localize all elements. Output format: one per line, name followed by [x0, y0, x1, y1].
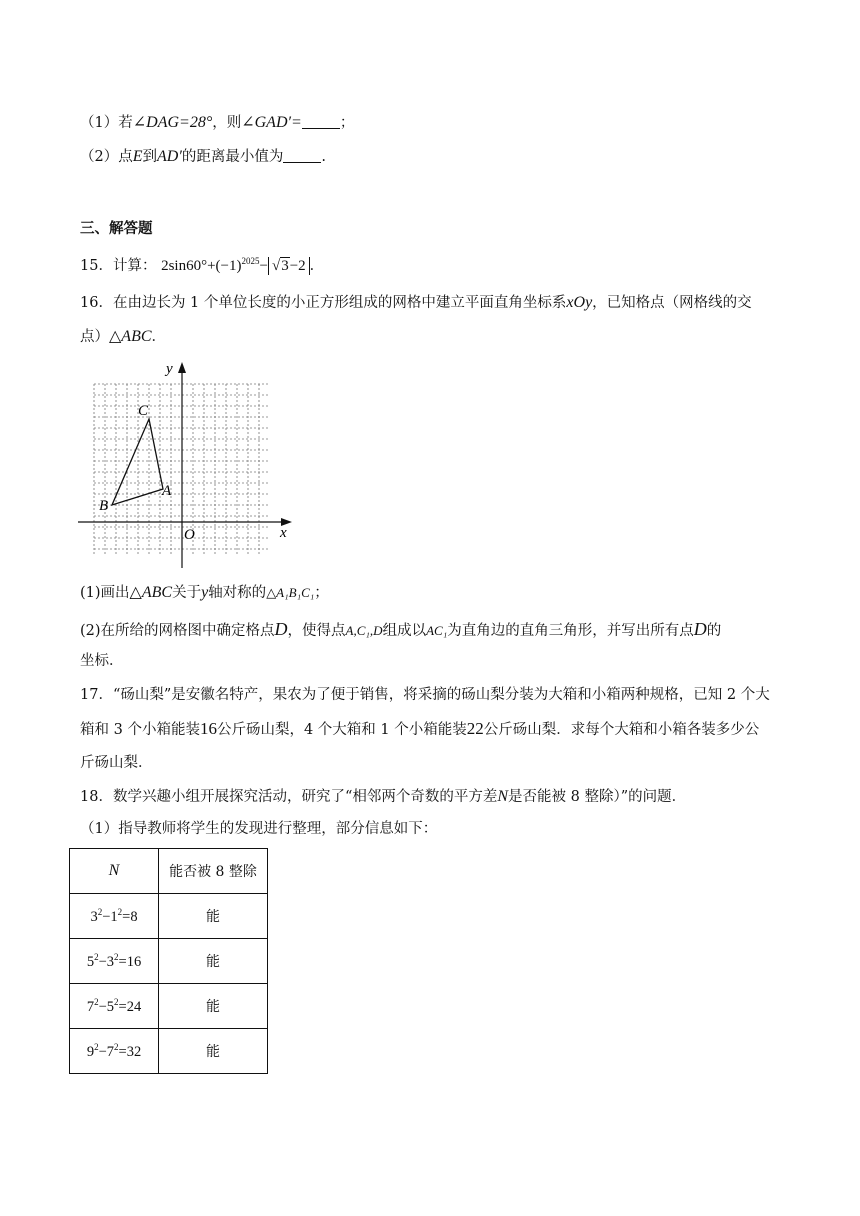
table-row: $5^2-3^2=16$ 能 — [70, 939, 268, 984]
y-label: y — [166, 361, 173, 377]
angle-dag: ∠DAG=28° — [132, 114, 213, 131]
y-axis-arrow — [178, 362, 186, 373]
origin-label: O — [184, 527, 195, 543]
answer-blank-1[interactable] — [302, 113, 340, 129]
x-label: x — [280, 525, 287, 541]
q16-line1: 16．在由边长为 1 个单位长度的小正方形组成的网格中建立平面直角坐标系xOy，已知格点（网格线的交 — [80, 294, 752, 311]
q17-line2: 箱和 3 个小箱能装16公斤砀山梨，4 个大箱和 1 个小箱能装22公斤砀山梨．求每个大箱和小箱各装多少公 — [80, 719, 760, 738]
point-a-label: A — [162, 483, 172, 499]
q18-line1: 18．数学兴趣小组开展探究活动，研究了“相邻两个奇数的平方差N是否能被 8 整除）”的问题． — [80, 788, 687, 805]
q14-part2: （2）点E到AD′的距离最小值为 . — [80, 148, 326, 165]
table-row: $3^2-1^2=8$ 能 — [70, 894, 268, 939]
q14-part1: （1）若∠DAG=28°，则∠GAD′= ； — [80, 114, 355, 131]
section-title: 三、解答题 — [80, 220, 153, 237]
q16-sub2-line2: 坐标． — [80, 653, 124, 669]
q16-sub2-line1: (2)在所给的网格图中确定格点D，使得点A,C₁,D组成以AC₁为直角边的直角三角形，并写出所有点D的 — [80, 619, 722, 639]
triangle-abc — [112, 419, 163, 505]
grid-lines — [94, 384, 268, 555]
angle-gad: ∠GAD′= — [241, 114, 302, 131]
q18-line2: （1）指导教师将学生的发现进行整理，部分信息如下： — [80, 821, 438, 837]
q18-table — [69, 848, 268, 1074]
q17-line1: 17．“砀山梨”是安徽名特产，果农为了便于销售，将采摘的砀山梨分装为大箱和小箱两种规格，已知 2 个大 — [80, 687, 770, 703]
q16-sub1: (1)画出△ABC关于y轴对称的△A₁B₁C₁； — [80, 584, 329, 601]
q17-line3: 斤砀山梨． — [80, 755, 153, 771]
table-row: $9^2-7^2=32$ 能 — [70, 1029, 268, 1074]
point-c-label: C — [138, 403, 149, 419]
table-row: $7^2-5^2=24$ 能 — [70, 984, 268, 1029]
q15: 15．计算： $2\sin 60^\circ+(-1)^{2025}- √3-2$ ． — [80, 256, 325, 274]
point-b-label: B — [99, 498, 109, 514]
coordinate-grid — [74, 360, 294, 572]
answer-blank-2[interactable] — [283, 147, 321, 163]
q15-expression: $2\sin 60^\circ+(-1)^{2025}- √3-2$ — [161, 258, 310, 274]
q16-line2: 点）△ABC． — [80, 328, 167, 345]
table-header-row: N 能否被 8 整除 — [70, 849, 268, 894]
